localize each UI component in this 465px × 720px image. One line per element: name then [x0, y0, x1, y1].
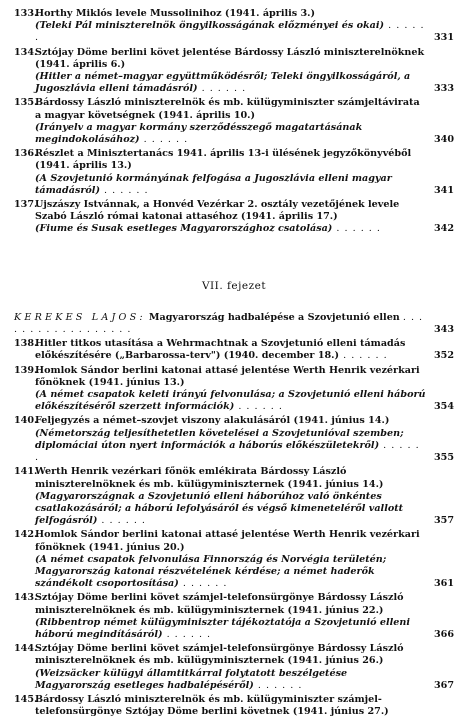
contents-entry: [14, 8, 454, 45]
entry-body: [35, 694, 454, 718]
entry-title: Részlet a Minisztertanács 1941. április 13-i ülésének jegyzőkönyvéből (1941. április 13.): [35, 148, 412, 172]
page-number: 352: [433, 350, 454, 362]
entry-title: Horthy Miklós levele Mussolinihoz (1941. április 3.): [35, 8, 316, 19]
contents-entry: [14, 529, 454, 590]
page-number: 357: [433, 515, 454, 527]
chapter-heading: VII. fejezet: [201, 279, 267, 292]
entry-title: Bárdossy László miniszterelnök és mb. külügyminiszter számjeltávirata a magyar követségnek (1941. április 10.): [35, 97, 420, 121]
entry-title: Sztójay Döme berlini követ jelentése Bárdossy László miniszterelnöknek (1941. április 6.): [35, 46, 425, 70]
entry-note: (Fiume és Susak esetleges Magyarországhoz csatolása): [35, 223, 333, 235]
entry-body: [35, 592, 454, 641]
entry-note: (Ribbentrop német külügyminiszter tájékoztatója a Szovjetunió elleni háború megindításáról): [35, 616, 410, 640]
leader-dots: . . . . . .: [35, 439, 420, 464]
contents-entry: [14, 365, 454, 414]
entry-number: 145.: [14, 693, 38, 705]
entry-body: [35, 47, 454, 96]
entry-number: 133.: [14, 8, 38, 19]
entry-number: 142.: [14, 529, 38, 541]
page-number: 340: [433, 134, 454, 146]
entry-note: (A Szovjetunió kormányának felfogása a Jugoszlávia elleni magyar támadásról): [35, 172, 392, 196]
entry-number: 134.: [14, 46, 38, 58]
page-number: 331: [433, 32, 454, 44]
entry-number: 141.: [14, 466, 38, 478]
page-number: 354: [433, 401, 454, 413]
page-number: 343: [433, 324, 454, 336]
contents-entry: [14, 592, 454, 641]
leader-dots: . . . . . .: [35, 20, 425, 44]
leader-dots: . . . . . .: [339, 350, 388, 362]
entry-title: Sztójay Döme berlini követ számjel-telefonsürgönye Bárdossy László miniszterelnöknek és mb. külügyminiszternek (1941. június 22.): [35, 592, 404, 616]
page-number: 367: [433, 679, 454, 691]
contents-entry: [14, 148, 454, 197]
leader-dots: . . . . . .: [178, 578, 228, 590]
entry-number: 139.: [14, 364, 38, 376]
entry-body: [35, 365, 454, 414]
entry-note: (Németország teljesíthetetlen követelései a Szovjetunióval szemben; diplomáciai úton nyert információk a háborús előkészületekről): [35, 427, 404, 451]
leader-dots: . . . . . .: [139, 134, 189, 146]
entry-note: (Irányelv a magyar kormány szerződésszegő magatartásának megindokolásához): [35, 121, 363, 146]
entry-note: (Weizsäcker külügyi államtitkárral folytatott beszélgetése Magyarország esetleges hadbalépéséről): [35, 667, 348, 691]
contents-entry: [14, 415, 454, 464]
entry-title: Werth Henrik vezérkari főnök emlékirata Bárdossy László miniszterelnöknek és mb. külügyminiszternek (1941. június 14.): [35, 466, 384, 490]
entry-number: 137.: [14, 199, 38, 211]
contents-entry: [14, 97, 454, 146]
entry-body: [35, 415, 454, 464]
page-number: 355: [433, 452, 454, 464]
entry-title: Hitler titkos utasítása a Wehrmachtnak a Szovjetunió elleni támadás előkészítésére („Barbarossa-terv") (1940. december 18.): [35, 338, 406, 362]
entry-body: [35, 338, 454, 362]
entry-note: (Magyarországnak a Szovjetunió elleni háborúhoz való önkéntes csatlakozásáról; a háború lefolyásáról és végső kimeneteléről vallott felfogásról): [35, 490, 404, 527]
contents-list-bottom: [14, 338, 454, 718]
leader-dots: . . . . . .: [97, 515, 146, 527]
contents-entry: [14, 694, 454, 718]
leader-dots: . . . . . .: [99, 184, 149, 196]
entry-body: [35, 199, 454, 236]
contents-list-top: [14, 8, 454, 236]
entry-number: 138.: [14, 338, 38, 350]
entry-title: Homlok Sándor berlini katonai attasé jelentése Werth Henrik vezérkari főnöknek (1941. június 13.): [35, 364, 420, 388]
entry-note: (A német csapatok keleti irányú felvonulása; a Szovjetunió elleni háború előkészítéséről szerzett információk): [35, 389, 426, 413]
entry-note: (A német csapatok felvonulása Finnország és Norvégia területén; Magyarország katonai részvételének kérdése; a német haderők szándékolt csoportosítása): [35, 553, 387, 590]
leader-dots: . . . . . .: [234, 401, 283, 413]
entry-title: Ujszászy Istvánnak, a Honvéd Vezérkar 2. osztály vezetőjének levele Szabó László római katonai attaséhoz (1941. április 17.): [35, 199, 400, 223]
chapter-author: KEREKES LAJOS:: [14, 311, 146, 323]
leader-dots: . . . . . .: [332, 223, 381, 235]
table-of-contents-page: [14, 8, 454, 720]
chapter-intro-title: Magyarország hadbalépése a Szovjetunió ellen: [148, 311, 400, 323]
leader-dots: . . . . . .: [162, 628, 212, 640]
entry-body: [35, 8, 454, 45]
entry-body: [35, 466, 454, 527]
page-number: 333: [433, 83, 454, 95]
page-number: 342: [433, 223, 454, 235]
entry-title: Bárdossy László miniszterelnök és mb. külügyminiszter számjel-telefonsürgönye Sztójay Döme berlini követnek (1941. június 27.): [35, 693, 389, 718]
leader-dots: . . . . . .: [253, 679, 303, 691]
leader-dots: . . . . . . . . . . . . . . . . . .: [14, 311, 424, 336]
entry-body: [35, 97, 454, 146]
entry-note: (Teleki Pál miniszterelnök öngyilkosságának előzményei és okai): [35, 20, 385, 32]
page-number: 366: [433, 628, 454, 640]
entry-number: 143.: [14, 592, 38, 604]
page-number: 361: [433, 578, 454, 590]
contents-entry: [14, 466, 454, 527]
entry-title: Feljegyzés a német–szovjet viszony alakulásáról (1941. június 14.): [35, 415, 390, 427]
contents-entry: [14, 338, 454, 362]
page-number: 341: [433, 184, 454, 196]
chapter-intro-entry: [14, 312, 454, 336]
leader-dots: . . . . . .: [197, 83, 247, 95]
entry-title: Sztójay Döme berlini követ számjel-telefonsürgönye Bárdossy László miniszterelnöknek és mb. külügyminiszternek (1941. június 26.): [35, 643, 404, 667]
contents-entry: [14, 47, 454, 96]
entry-body: [35, 529, 454, 590]
entry-title: Homlok Sándor berlini katonai attasé jelentése Werth Henrik vezérkari főnöknek (1941. június 20.): [35, 529, 420, 553]
entry-number: 135.: [14, 97, 38, 109]
contents-entry: [14, 199, 454, 236]
entry-body: [35, 148, 454, 197]
entry-number: 140.: [14, 415, 38, 427]
entry-number: 144.: [14, 643, 38, 655]
entry-note: (Hitler a német–magyar együttműködésről; Teleki öngyilkosságáról, a Jugoszlávia elleni támadásról): [35, 71, 411, 95]
entry-number: 136.: [14, 148, 38, 160]
